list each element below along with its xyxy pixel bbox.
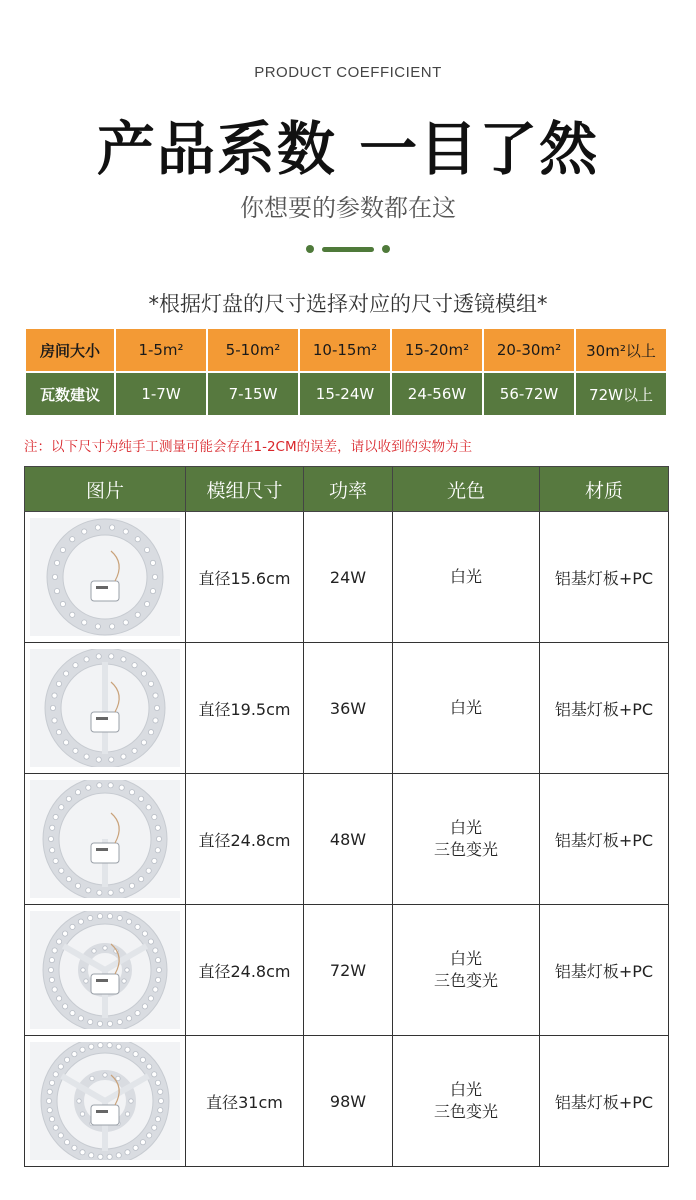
spec-cell: 1-7W (115, 372, 207, 416)
light-color-line: 三色变光 (433, 1102, 498, 1121)
spec-row-watts (25, 372, 667, 416)
page-title: 产品系数 一目了然 (96, 115, 600, 183)
led-ring-module-icon (30, 518, 180, 636)
led-ring-module-icon (30, 911, 180, 1029)
light-color (393, 512, 540, 643)
column-header: 光色 (393, 467, 540, 512)
table-row (25, 512, 669, 643)
spec-cell: 15-24W (299, 372, 391, 416)
product-image-cell (25, 1036, 186, 1167)
module-size: 直径31cm (186, 1036, 304, 1167)
power: 72W (304, 905, 393, 1036)
product-image-cell (25, 774, 186, 905)
product-image-cell (25, 643, 186, 774)
spec-cell: 1-5m² (115, 328, 207, 372)
module-size: 直径19.5cm (186, 643, 304, 774)
table-row (25, 643, 669, 774)
spec-cell: 72W以上 (575, 372, 667, 416)
product-table-header (25, 467, 669, 512)
light-color (393, 643, 540, 774)
spec-row-rooms (25, 328, 667, 372)
divider-dot (306, 245, 314, 253)
power: 24W (304, 512, 393, 643)
select-note: *根据灯盘的尺寸选择对应的尺寸透镜模组* (148, 292, 548, 316)
light-color-line: 白光 (449, 567, 482, 586)
material: 铝基灯板+PC (540, 512, 669, 643)
product-image-cell (25, 512, 186, 643)
column-header: 材质 (540, 467, 669, 512)
table-row (25, 905, 669, 1036)
light-color-line: 白光 (449, 818, 482, 837)
divider-dot (382, 245, 390, 253)
spec-cell: 30m²以上 (575, 328, 667, 372)
divider-bar (322, 247, 374, 252)
light-color-line: 白光 (449, 949, 482, 968)
led-ring-module-icon (30, 1042, 180, 1160)
spec-row-label: 瓦数建议 (25, 372, 115, 416)
column-header: 图片 (25, 467, 186, 512)
light-color-line: 三色变光 (433, 840, 498, 859)
led-ring-module-icon (30, 780, 180, 898)
column-header: 功率 (304, 467, 393, 512)
spec-row-label: 房间大小 (25, 328, 115, 372)
spec-cell: 15-20m² (391, 328, 483, 372)
product-image-cell (25, 905, 186, 1036)
spec-table (24, 327, 668, 417)
power: 48W (304, 774, 393, 905)
light-color (393, 774, 540, 905)
material: 铝基灯板+PC (540, 774, 669, 905)
tagline: 你想要的参数都在这 (240, 194, 456, 222)
light-color-line: 白光 (449, 698, 482, 717)
material: 铝基灯板+PC (540, 643, 669, 774)
product-table (24, 466, 669, 1167)
module-size: 直径15.6cm (186, 512, 304, 643)
power: 36W (304, 643, 393, 774)
table-row (25, 1036, 669, 1167)
divider-ornament (306, 244, 390, 254)
light-color-line: 三色变光 (433, 971, 498, 990)
column-header: 模组尺寸 (186, 467, 304, 512)
power: 98W (304, 1036, 393, 1167)
material: 铝基灯板+PC (540, 1036, 669, 1167)
subtitle-en: PRODUCT COEFFICIENT (254, 64, 442, 81)
module-size: 直径24.8cm (186, 905, 304, 1036)
spec-cell: 24-56W (391, 372, 483, 416)
material: 铝基灯板+PC (540, 905, 669, 1036)
measurement-note: 注：以下尺寸为纯手工测量可能会存在1-2CM的误差，请以收到的实物为主 (24, 439, 473, 455)
light-color (393, 905, 540, 1036)
light-color (393, 1036, 540, 1167)
led-ring-module-icon (30, 649, 180, 767)
table-row (25, 774, 669, 905)
spec-cell: 56-72W (483, 372, 575, 416)
spec-cell: 5-10m² (207, 328, 299, 372)
spec-cell: 10-15m² (299, 328, 391, 372)
module-size: 直径24.8cm (186, 774, 304, 905)
light-color-line: 白光 (449, 1080, 482, 1099)
spec-cell: 20-30m² (483, 328, 575, 372)
spec-cell: 7-15W (207, 372, 299, 416)
